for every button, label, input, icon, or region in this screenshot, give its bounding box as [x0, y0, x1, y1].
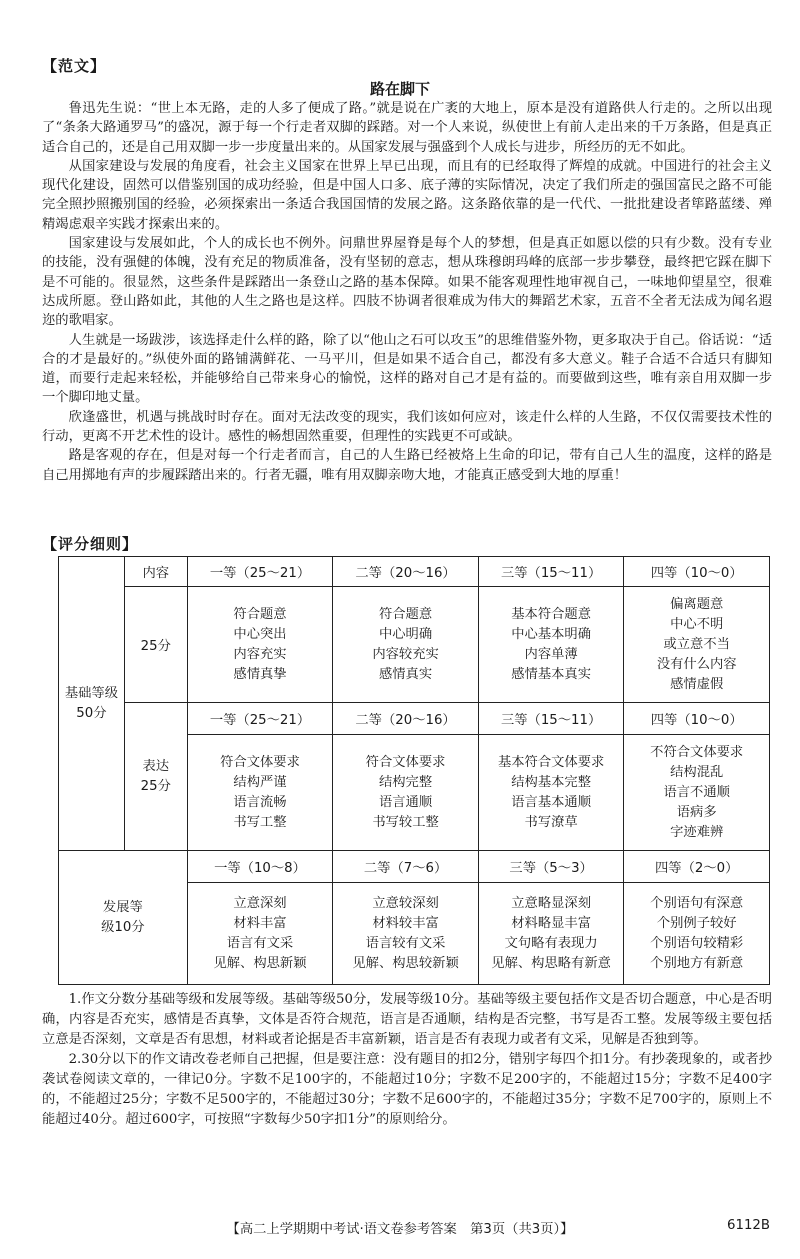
content-grade-4: 四等（10～0） [624, 557, 770, 587]
development-grade-4: 四等（2～0） [624, 851, 770, 883]
expression-grade-4: 四等（10～0） [624, 703, 770, 735]
expression-criteria-2: 符合文体要求 结构完整 语言通顺 书写较工整 [333, 735, 479, 851]
development-grade-1: 一等（10～8） [187, 851, 333, 883]
development-label-cell [59, 851, 188, 985]
table-row [59, 851, 770, 883]
expression-grade-3: 三等（15～11） [478, 703, 624, 735]
content-label-cell: 内容 [124, 557, 187, 587]
basic-level-label: 基础等级50分 [64, 685, 118, 721]
essay-paragraph: 鲁迅先生说：“世上本无路，走的人多了便成了路。”就是说在广袤的大地上，原本是没有道路供人行走的。之所以出现了“条条大路通罗马”的盛况，源于每一个行走者双脚的踩踏。对一个人来说，纵使世上有前人走出来的千万条路，但是真正适合自己的，还是自己用双脚一步一步度量出来的。从国家发展与强盛到个人成长与进步，所经历的无不如此。 [42, 101, 772, 155]
development-criteria-1: 立意深刻 材料丰富 语言有文采 见解、构思新颖 [187, 883, 333, 985]
expression-criteria-1: 符合文体要求 结构严谨 语言流畅 书写工整 [187, 735, 333, 851]
rubric-table [58, 556, 770, 985]
content-grade-2: 二等（20～16） [333, 557, 479, 587]
expression-label-cell [124, 703, 187, 851]
table-row [59, 557, 770, 587]
expression-grade-1: 一等（25～21） [187, 703, 333, 735]
content-criteria-1: 符合题意 中心突出 内容充实 感情真挚 [187, 587, 333, 703]
development-grade-2: 二等（7～6） [333, 851, 479, 883]
development-criteria-3: 立意略显深刻 材料略显丰富 文句略有表现力 见解、构思略有新意 [478, 883, 624, 985]
exam-code: 6112B [727, 1218, 770, 1233]
rubric-section-label: 【评分细则】 [42, 535, 139, 553]
content-criteria-2: 符合题意 中心明确 内容较充实 感情真实 [333, 587, 479, 703]
development-criteria-2: 立意较深刻 材料较丰富 语言较有文采 见解、构思较新颖 [333, 883, 479, 985]
essay-paragraph: 从国家建设与发展的角度看，社会主义国家在世界上早已出现，而且有的已经取得了辉煌的成就。中国进行的社会主义现代化建设，固然可以借鉴别国的成功经验，但是中国人口多、底子薄的实际情况，决定了我们所走的强国富民之路不可能完全照抄照搬别国的经验，必须探索出一条适合我国国情的发展之路。这条路依靠的是一代代、一批批建设者筚路蓝缕、殚精竭虑艰辛实践才探索出来的。 [42, 158, 772, 232]
page-footer: 【高二上学期期中考试·语文卷参考答案 第3页（共3页）】 [226, 1222, 574, 1237]
expression-grade-2: 二等（20～16） [333, 703, 479, 735]
essay-paragraph: 路是客观的存在，但是对每一个行走者而言，自己的人生路已经被烙上生命的印记，带有自己人生的温度，这样的路是自己用掷地有声的步履踩踏出来的。行者无疆，唯有用双脚亲吻大地，才能真正感受到大地的厚重！ [42, 448, 772, 483]
development-label: 发展等级10分 [101, 899, 145, 935]
table-row [59, 587, 770, 703]
essay-section-label: 【范文】 [42, 57, 107, 75]
essay-paragraph: 欣逢盛世，机遇与挑战时时存在。面对无法改变的现实，我们该如何应对，该走什么样的人生路，不仅仅需要技术性的行动，更离不开艺术性的设计。感性的畅想固然重要，但理性的实践更不可或缺。 [42, 409, 772, 445]
development-criteria-4: 个别语句有深意 个别例子较好 个别语句较精彩 个别地方有新意 [624, 883, 770, 985]
essay-paragraph: 人生就是一场跋涉，该选择走什么样的路，除了以“他山之石可以攻玉”的思维借鉴外物，更多取决于自己。俗话说：“适合的才是最好的。”纵使外面的路铺满鲜花、一马平川，但是如果不适合自己，都没有多大意义。鞋子合适不合适只有脚知道，而要行走起来轻松，并能够给自己带来身心的愉悦，这样的路对自己才是有益的。而要做到这些，唯有亲自用双脚一步一个脚印地丈量。 [42, 332, 772, 406]
content-grade-1: 一等（25～21） [187, 557, 333, 587]
essay-paragraph: 国家建设与发展如此，个人的成长也不例外。问鼎世界屋脊是每个人的梦想，但是真正如愿以偿的只有少数。没有专业的技能，没有强健的体魄，没有充足的物质准备，没有坚韧的意志，想从珠穆朗玛峰的底部一步步攀登，最终把它踩在脚下是不可能的。很显然，这些条件是踩踏出一条登山之路的基本保障。如果不能客观理性地审视自己，一味地仰望星空，很难达成所愿。登山路如此，其他的人生之路也是这样。四肢不协调者很难成为伟大的舞蹈艺术家，五音不全者无法成为闻名遐迩的歌唱家。 [42, 236, 772, 329]
expression-criteria-3: 基本符合文体要求 结构基本完整 语言基本通顺 书写潦草 [478, 735, 624, 851]
content-points-cell: 25分 [124, 587, 187, 703]
expression-label: 表达25分 [140, 758, 171, 794]
essay-title: 路在脚下 [369, 80, 430, 98]
content-criteria-3: 基本符合题意 中心基本明确 内容单薄 感情基本真实 [478, 587, 624, 703]
table-row [59, 703, 770, 735]
essay-body [42, 99, 772, 485]
basic-level-cell [59, 557, 125, 851]
content-criteria-4: 偏离题意 中心不明 或立意不当 没有什么内容 感情虚假 [624, 587, 770, 703]
expression-criteria-4: 不符合文体要求 结构混乱 语言不通顺 语病多 字迹难辨 [624, 735, 770, 851]
note-item: 1.作文分数分基础等级和发展等级。基础等级50分，发展等级10分。基础等级主要包括作文是否切合题意，中心是否明确，内容是否充实，感情是否真挚，文体是否符合规范，语言是否通顺，结构是否完整，书写是否工整。发展等级主要包括立意是否深刻，文章是否有思想，材料或者论据是否丰富新颖，语言是否有表现力或者有文采，见解是否独到等。 [42, 992, 772, 1047]
scoring-notes [42, 990, 772, 1130]
content-grade-3: 三等（15～11） [478, 557, 624, 587]
note-item: 2.30分以下的作文请改卷老师自己把握，但是要注意：没有题目的扣2分，错别字每四个扣1分。有抄袭现象的，或者抄袭试卷阅读文章的，一律记0分。字数不足100字的，不能超过10分；字数不足200字的，不能超过15分；字数不足400字的，不能超过25分；字数不足500字的，不能超过30分；字数不足600字的，不能超过35分；字数不足700字的，原则上不能超过40分。超过600字，可按照“字数每少50字扣1分”的原则给分。 [42, 1052, 772, 1127]
development-grade-3: 三等（5～3） [478, 851, 624, 883]
